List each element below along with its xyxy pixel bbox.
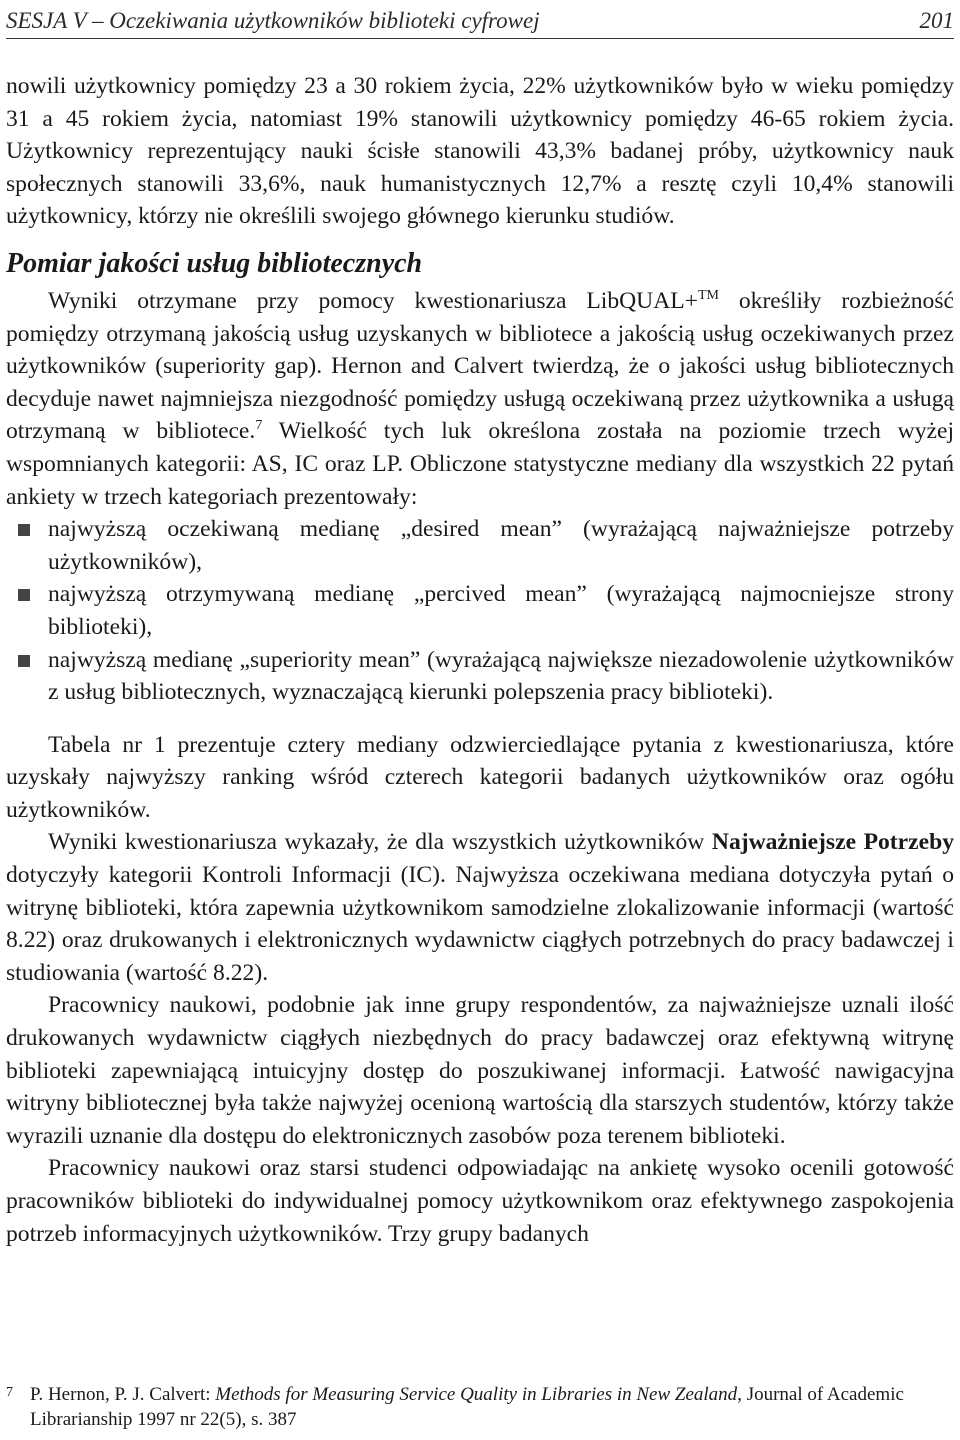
list-item-text: najwyższą oczekiwaną medianę „desired mean” (wyrażającą najważniejsze potrzeby użytkowników), xyxy=(48,516,954,575)
footnote-rest: , Journal of Academic Librarianship 1997 nr 22(5), s. 387 xyxy=(30,1384,904,1430)
footnote-number: 7 xyxy=(6,1385,13,1400)
square-bullet-icon xyxy=(18,524,30,536)
list-item-text: najwyższą medianę „superiority mean” (wyrażającą największe niezadowolenie użytkowników z usług bibliotecznych, wyznaczającą kierunki polepszenia pracy biblioteki). xyxy=(48,646,954,706)
list-item xyxy=(6,644,954,709)
intro-paragraph: nowili użytkownicy pomiędzy 23 a 30 rokiem życia, 22% użytkowników było w wieku pomiędzy 31 a 45 rokiem życia, natomiast 19% stanowili użytkownicy pomiędzy 46-65 rokiem życia. Użytkownicy reprezentujący nauki ścisłe stanowili 43,3% badanej próby, użytkownicy nauk społecznych stanowili 33,6%, nauk humanistycznych 12,7% a resztę czyli 10,4% stanowili użytkownicy, którzy nie określili swojego głównego kierunku studiów. xyxy=(6,73,954,230)
paragraph-staff-students: Pracownicy naukowi oraz starsi studenci odpowiadając na ankietę wysoko ocenili gotowość pracowników biblioteki do indywidualnej pomocy użytkownikom oraz efektywnego zaspokojenia potrzeb informacyjnych użytkowników. Trzy grupy badanych xyxy=(6,1155,954,1247)
paragraph-table-intro: Tabela nr 1 prezentuje cztery mediany odzwierciedlające pytania z kwestionariusza, które uzyskały najwyższy ranking wśród czterech kategorii badanych użytkowników oraz ogółu użytkowników. xyxy=(6,731,954,823)
square-bullet-icon xyxy=(18,589,30,601)
paragraph-staff: Pracownicy naukowi, podobnie jak inne grupy respondentów, za najważniejsze uznali ilość drukowanych wydawnictw ciągłych niezbędnych do pracy badawczej oraz efektywną witrynę biblioteki zapewniającą intuicyjny dostęp do poszukiwanej informacji. Łatwość nawigacyjna witryny bibliotecznej była także najwyżej ocenioną wartością dla starszych studentów, którzy także wyrazili uznanie dla dostępu do elektronicznych zasobów poza terenem biblioteki. xyxy=(6,992,954,1149)
footnote-ref[interactable]: 7 xyxy=(255,418,263,434)
median-list xyxy=(6,513,954,709)
paragraph-results-b: dotyczyły kategorii Kontroli Informacji (IC). Najwyższa oczekiwana mediana dotyczyła pytań o witrynę biblioteki, która zapewnia użytkownikom samodzielne zlokalizowanie informacji (wartość 8.22) oraz drukowanych i elektronicznych wydawnictw ciągłych potrzebnych do pracy badawczej i studiowania (wartość 8.22). xyxy=(6,862,954,986)
section-text-a: Wyniki otrzymane przy pomocy kwestionariusza LibQUAL+ xyxy=(48,287,698,314)
footnote-title: Methods for Measuring Service Quality in Libraries in New Zealand xyxy=(215,1384,738,1405)
section-heading: Pomiar jakości usług bibliotecznych xyxy=(6,247,423,279)
list-item xyxy=(6,513,954,578)
section-paragraph xyxy=(6,285,954,513)
page-number: 201 xyxy=(919,8,954,33)
list-item xyxy=(6,578,954,643)
square-bullet-icon xyxy=(18,655,30,667)
list-item-text: najwyższą otrzymywaną medianę „percived mean” (wyrażającą najmocniejsze strony biblioteki), xyxy=(48,581,954,640)
header-rule xyxy=(6,38,954,39)
footnote-authors: P. Hernon, P. J. Calvert: xyxy=(30,1384,216,1405)
section-text-b: określiły rozbieżność pomiędzy otrzymaną jakością usług uzyskanych w bibliotece a jakością usług oczekiwanych przez użytkowników (superiority gap). Hernon and Calvert twierdzą, że o jakości usług bibliotecznych decyduje nawet najmniejsza niezgodność pomiędzy usługą oczekiwaną przez użytkownika a usługą otrzymaną w bibliotece. xyxy=(6,287,954,445)
running-header xyxy=(6,0,954,34)
running-header-title: SESJA V – Oczekiwania użytkowników biblioteki cyfrowej xyxy=(6,8,540,33)
paragraph-results xyxy=(6,826,954,989)
paragraph-results-a: Wyniki kwestionariusza wykazały, że dla wszystkich użytkowników xyxy=(48,829,712,856)
body-text xyxy=(6,70,954,1250)
section-text-c: Wielkość tych luk określona została na poziomie trzech wyżej wspomnianych kategorii: AS, IC oraz LP. Obliczone statystyczne mediany dla wszystkich 22 pytań ankiety w trzech kategoriach prezentowały: xyxy=(6,418,954,510)
footnote xyxy=(6,1382,954,1432)
paragraph-gap xyxy=(6,709,954,729)
trademark-mark: TM xyxy=(697,288,719,304)
paragraph-results-bold: Najważniejsze Potrzeby xyxy=(711,829,954,856)
